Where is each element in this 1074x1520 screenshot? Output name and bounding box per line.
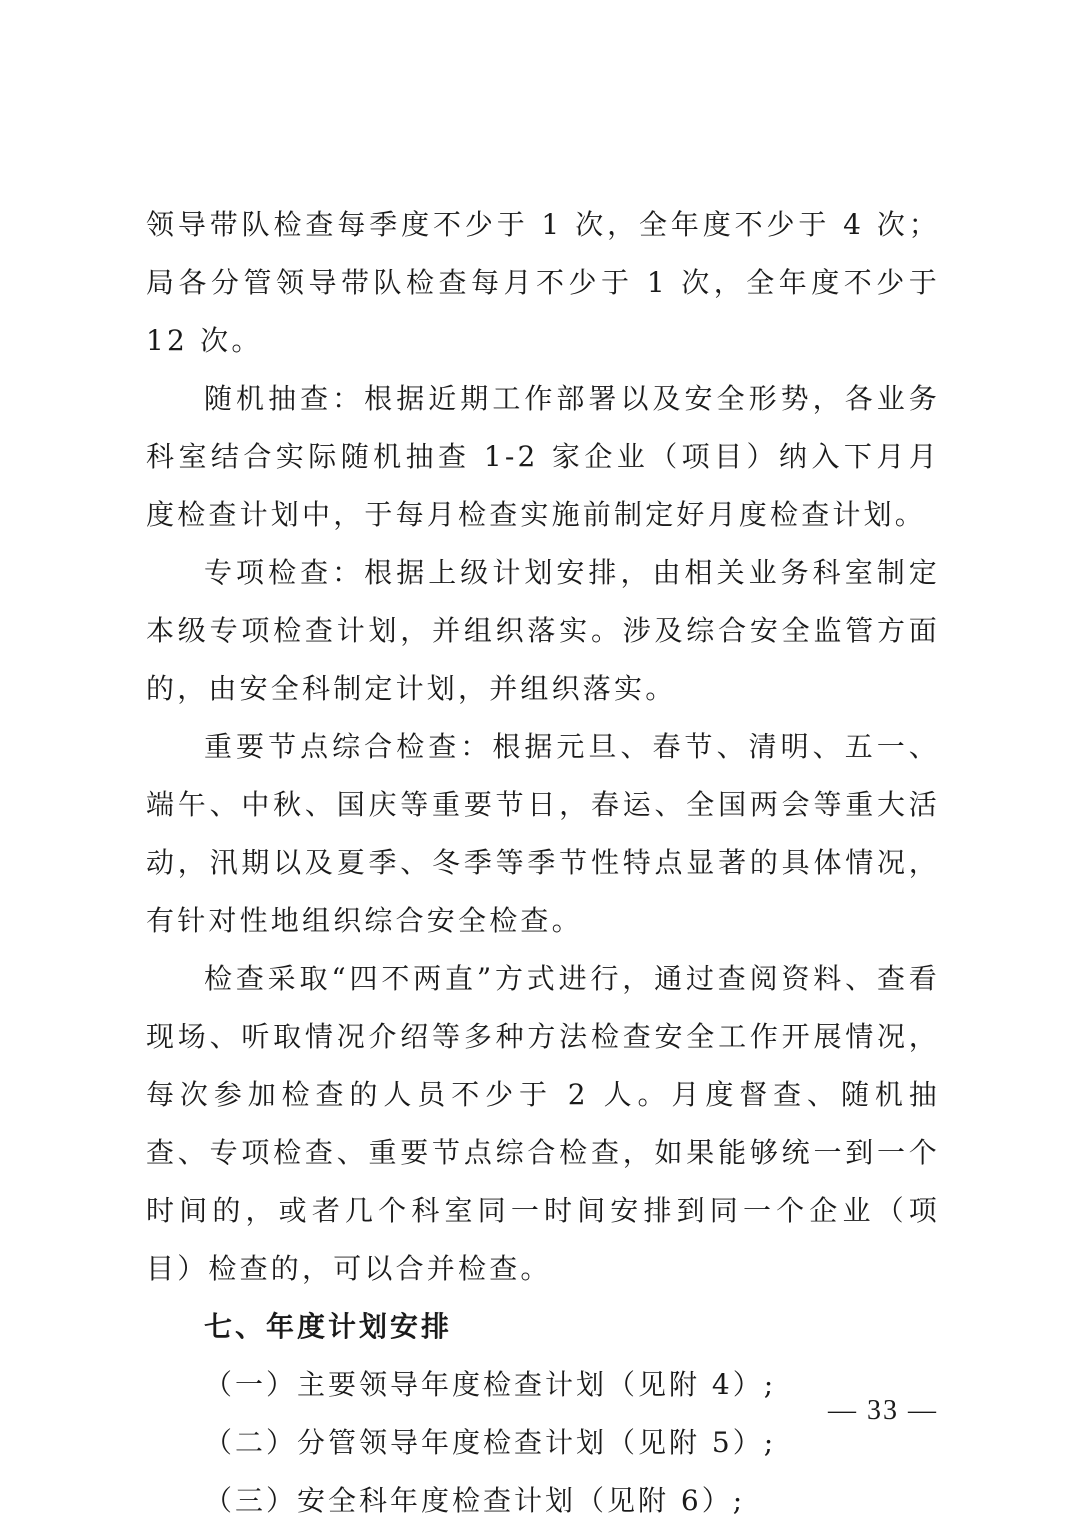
paragraph-key-period-inspection: 重要节点综合检查：根据元旦、春节、清明、五一、端午、中秋、国庆等重要节日，春运、全国两会等重大活动，汛期以及夏季、冬季等季节性特点显著的具体情况，有针对性地组织综合安全检查。 xyxy=(146,730,940,937)
paragraph-random-inspection: 随机抽查：根据近期工作部署以及安全形势，各业务科室结合实际随机抽查 1-2 家企业（项目）纳入下月月度检查计划中，于每月检查实施前制定好月度检查计划。 xyxy=(146,382,940,531)
page-number: — 33 — xyxy=(828,1395,938,1426)
list-item-deputy-leader-plan: （二）分管领导年度检查计划（见附 5）; xyxy=(204,1426,777,1459)
list-item-main-leader-plan: （一）主要领导年度检查计划（见附 4）; xyxy=(204,1368,777,1401)
list-item-safety-section-plan: （三）安全科年度检查计划（见附 6）; xyxy=(204,1484,746,1517)
paragraph-special-inspection: 专项检查：根据上级计划安排，由相关业务科室制定本级专项检查计划，并组织落实。涉及综合安全监管方面的，由安全科制定计划，并组织落实。 xyxy=(146,556,940,705)
paragraph-inspection-method: 检查采取“四不两直”方式进行，通过查阅资料、查看现场、听取情况介绍等多种方法检查安全工作开展情况，每次参加检查的人员不少于 2 人。月度督查、随机抽查、专项检查、重要节点综合检查，如果能够统一到一个时间的，或者几个科室同一时间安排到同一个企业（项目）检查的，可以合并检查。 xyxy=(146,962,940,1285)
section-heading-annual-plan: 七、年度计划安排 xyxy=(204,1310,453,1343)
paragraph-leadership-inspection-frequency: 领导带队检查每季度不少于 1 次，全年度不少于 4 次；局各分管领导带队检查每月不少于 1 次，全年度不少于 12 次。 xyxy=(146,208,940,357)
document-body xyxy=(146,196,940,1520)
